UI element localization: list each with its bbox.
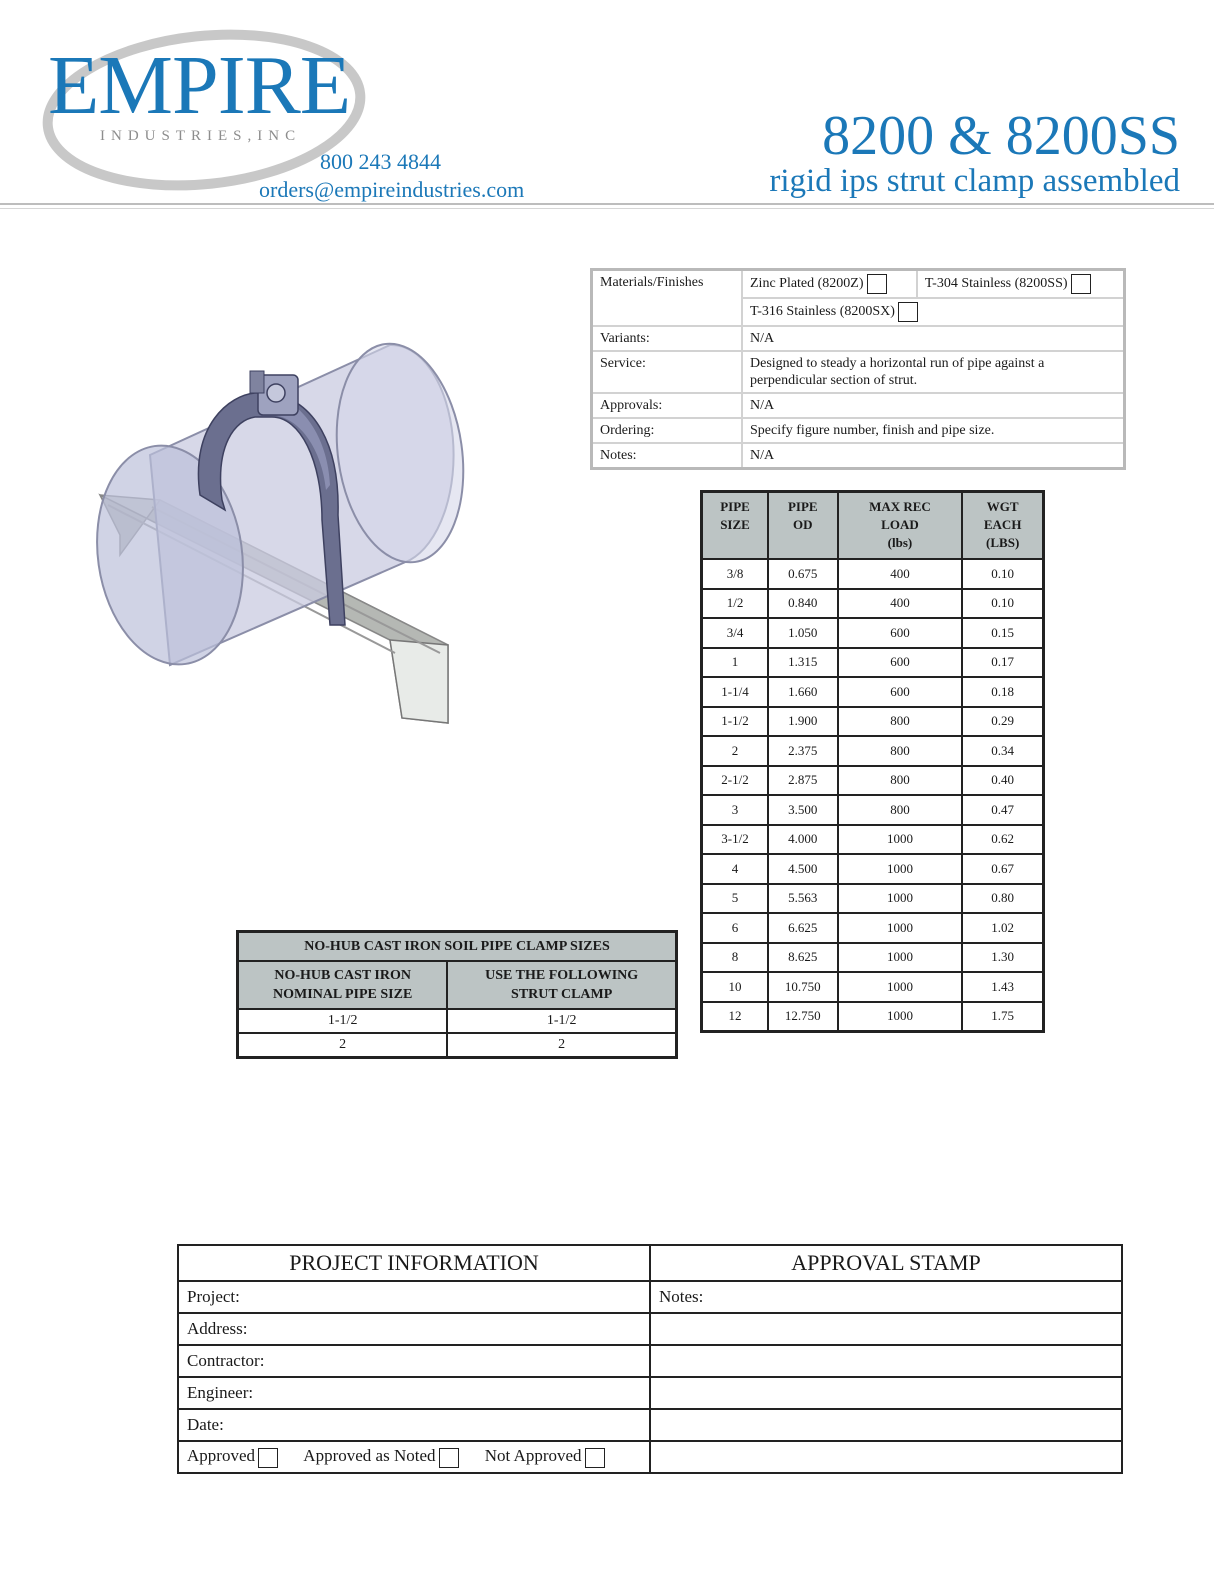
variants-label: Variants: [592,326,743,351]
engineer-label: Engineer: [187,1383,254,1402]
service-label: Service: [592,351,743,393]
table-row [702,736,1044,766]
project-information-table [177,1244,1123,1474]
stamp-area-row-2 [650,1345,1122,1377]
finish-t316-checkbox[interactable] [898,302,918,322]
table-cell: 0.18 [962,677,1043,707]
table-cell: 800 [838,736,963,766]
finish-t316-cell [742,298,1125,326]
table-cell: 0.40 [962,766,1043,796]
table-cell: 0.10 [962,589,1043,619]
table-cell: 1.900 [768,707,838,737]
table-cell: 800 [838,795,963,825]
table-cell: 5.563 [768,884,838,914]
table-row [702,943,1044,973]
table-row [702,618,1044,648]
table-cell: 1.660 [768,677,838,707]
nohub-title: NO-HUB CAST IRON SOIL PIPE CLAMP SIZES [238,932,677,962]
email-link[interactable]: orders@empireindustries.com [259,177,525,202]
table-cell: 2-1/2 [702,766,769,796]
finish-t316-label: T-316 Stainless (8200SX) [750,304,895,320]
header-divider [0,203,1214,205]
table-row [702,972,1044,1002]
phone-number: 800 243 4844 [320,149,441,174]
approval-stamp-title: APPROVAL STAMP [650,1245,1122,1281]
not-approved-label: Not Approved [484,1446,582,1466]
table-row [702,559,1044,589]
table-cell: 3/8 [702,559,769,589]
product-illustration [90,335,470,730]
table-cell: 1 [702,648,769,678]
table-cell: 1-1/2 [702,707,769,737]
approvals-label: Approvals: [592,393,743,418]
table-cell: 1000 [838,854,963,884]
table-row [702,795,1044,825]
finish-zinc-checkbox[interactable] [867,274,887,294]
table-cell: 0.17 [962,648,1043,678]
table-cell: 12.750 [768,1002,838,1032]
ordering-label: Ordering: [592,418,743,443]
not-approved-checkbox[interactable] [585,1448,605,1468]
pipe-table-header: WGT EACH (LBS) [962,492,1043,560]
finish-t304-cell [917,270,1125,299]
pipe-table-header: MAX REC LOAD (lbs) [838,492,963,560]
table-cell: 3 [702,795,769,825]
table-cell: 0.47 [962,795,1043,825]
table-cell: 0.34 [962,736,1043,766]
table-cell: 4.500 [768,854,838,884]
table-cell: 1-1/2 [447,1009,676,1033]
approved-checkbox[interactable] [258,1448,278,1468]
address-label: Address: [187,1319,248,1338]
table-cell: 10.750 [768,972,838,1002]
pipe-table-header: PIPE SIZE [702,492,769,560]
approval-options [178,1441,650,1473]
contractor-label: Contractor: [187,1351,265,1370]
contractor-field[interactable] [178,1345,650,1377]
notes-value: N/A [742,443,1125,469]
stamp-notes-field[interactable] [650,1281,1122,1313]
table-cell: 1000 [838,884,963,914]
pipe-table-header: PIPE OD [768,492,838,560]
table-row [238,1009,677,1033]
table-cell: 0.840 [768,589,838,619]
table-cell: 0.62 [962,825,1043,855]
table-cell: 400 [838,589,963,619]
table-row [702,913,1044,943]
engineer-field[interactable] [178,1377,650,1409]
table-row [702,707,1044,737]
table-row [702,648,1044,678]
table-cell: 600 [838,677,963,707]
table-cell: 6.625 [768,913,838,943]
approved-noted-checkbox[interactable] [439,1448,459,1468]
table-cell: 8.625 [768,943,838,973]
table-cell: 1000 [838,913,963,943]
stamp-notes-label: Notes: [659,1287,704,1306]
project-field[interactable] [178,1281,650,1313]
table-cell: 4 [702,854,769,884]
stamp-area-row-1 [650,1313,1122,1345]
stamp-area-row-4 [650,1409,1122,1441]
table-cell: 1.75 [962,1002,1043,1032]
table-row [702,1002,1044,1032]
table-row [702,854,1044,884]
model-number: 8200 & 8200SS [822,105,1180,167]
table-row [238,1033,677,1058]
table-cell: 0.15 [962,618,1043,648]
stamp-area-row-3 [650,1377,1122,1409]
finish-t304-checkbox[interactable] [1071,274,1091,294]
table-cell: 1.050 [768,618,838,648]
table-cell: 600 [838,648,963,678]
date-label: Date: [187,1415,224,1434]
table-cell: 1000 [838,1002,963,1032]
table-row [702,884,1044,914]
table-cell: 0.80 [962,884,1043,914]
table-cell: 2 [447,1033,676,1058]
table-cell: 5 [702,884,769,914]
project-label: Project: [187,1287,240,1306]
table-cell: 3-1/2 [702,825,769,855]
table-cell: 1-1/4 [702,677,769,707]
table-cell: 8 [702,943,769,973]
product-subtitle: rigid ips strut clamp assembled [769,163,1180,199]
date-field[interactable] [178,1409,650,1441]
table-cell: 2 [702,736,769,766]
table-cell: 0.67 [962,854,1043,884]
nohub-table [236,930,678,1059]
approved-label: Approved [187,1446,255,1466]
table-cell: 1000 [838,972,963,1002]
table-cell: 1-1/2 [238,1009,448,1033]
project-information-title: PROJECT INFORMATION [178,1245,650,1281]
finish-zinc-cell [742,270,917,299]
service-value: Designed to steady a horizontal run of pipe against a perpendicular section of strut. [742,351,1125,393]
table-cell: 400 [838,559,963,589]
table-cell: 1/2 [702,589,769,619]
finish-t304-label: T-304 Stainless (8200SS) [924,276,1068,292]
ordering-value: Specify figure number, finish and pipe size. [742,418,1125,443]
approved-noted-label: Approved as Noted [303,1446,436,1466]
variants-value: N/A [742,326,1125,351]
table-cell: 3.500 [768,795,838,825]
table-cell: 800 [838,766,963,796]
notes-label: Notes: [592,443,743,469]
table-cell: 0.10 [962,559,1043,589]
table-cell: 2 [238,1033,448,1058]
table-cell: 1.315 [768,648,838,678]
table-row [702,825,1044,855]
table-cell: 0.675 [768,559,838,589]
table-row [702,766,1044,796]
table-cell: 1.02 [962,913,1043,943]
table-row [702,677,1044,707]
table-cell: 1.30 [962,943,1043,973]
table-cell: 1000 [838,943,963,973]
address-field[interactable] [178,1313,650,1345]
pipe-size-table [700,490,1045,1033]
logo-subtext: INDUSTRIES,INC [100,128,302,144]
table-cell: 4.000 [768,825,838,855]
table-row [702,589,1044,619]
nohub-col2-header: USE THE FOLLOWING STRUT CLAMP [447,961,676,1009]
table-cell: 6 [702,913,769,943]
table-cell: 0.29 [962,707,1043,737]
materials-label: Materials/Finishes [592,270,743,327]
table-cell: 1000 [838,825,963,855]
table-cell: 2.375 [768,736,838,766]
table-cell: 600 [838,618,963,648]
table-cell: 1.43 [962,972,1043,1002]
table-cell: 3/4 [702,618,769,648]
table-cell: 2.875 [768,766,838,796]
header-divider-thin [0,208,1214,209]
specifications-table [590,268,1126,470]
table-cell: 10 [702,972,769,1002]
stamp-area-row-5 [650,1441,1122,1473]
approvals-value: N/A [742,393,1125,418]
table-cell: 12 [702,1002,769,1032]
finish-zinc-label: Zinc Plated (8200Z) [750,276,864,292]
logo-wordmark: EMPIRE [48,39,351,132]
table-cell: 800 [838,707,963,737]
nohub-col1-header: NO-HUB CAST IRON NOMINAL PIPE SIZE [238,961,448,1009]
